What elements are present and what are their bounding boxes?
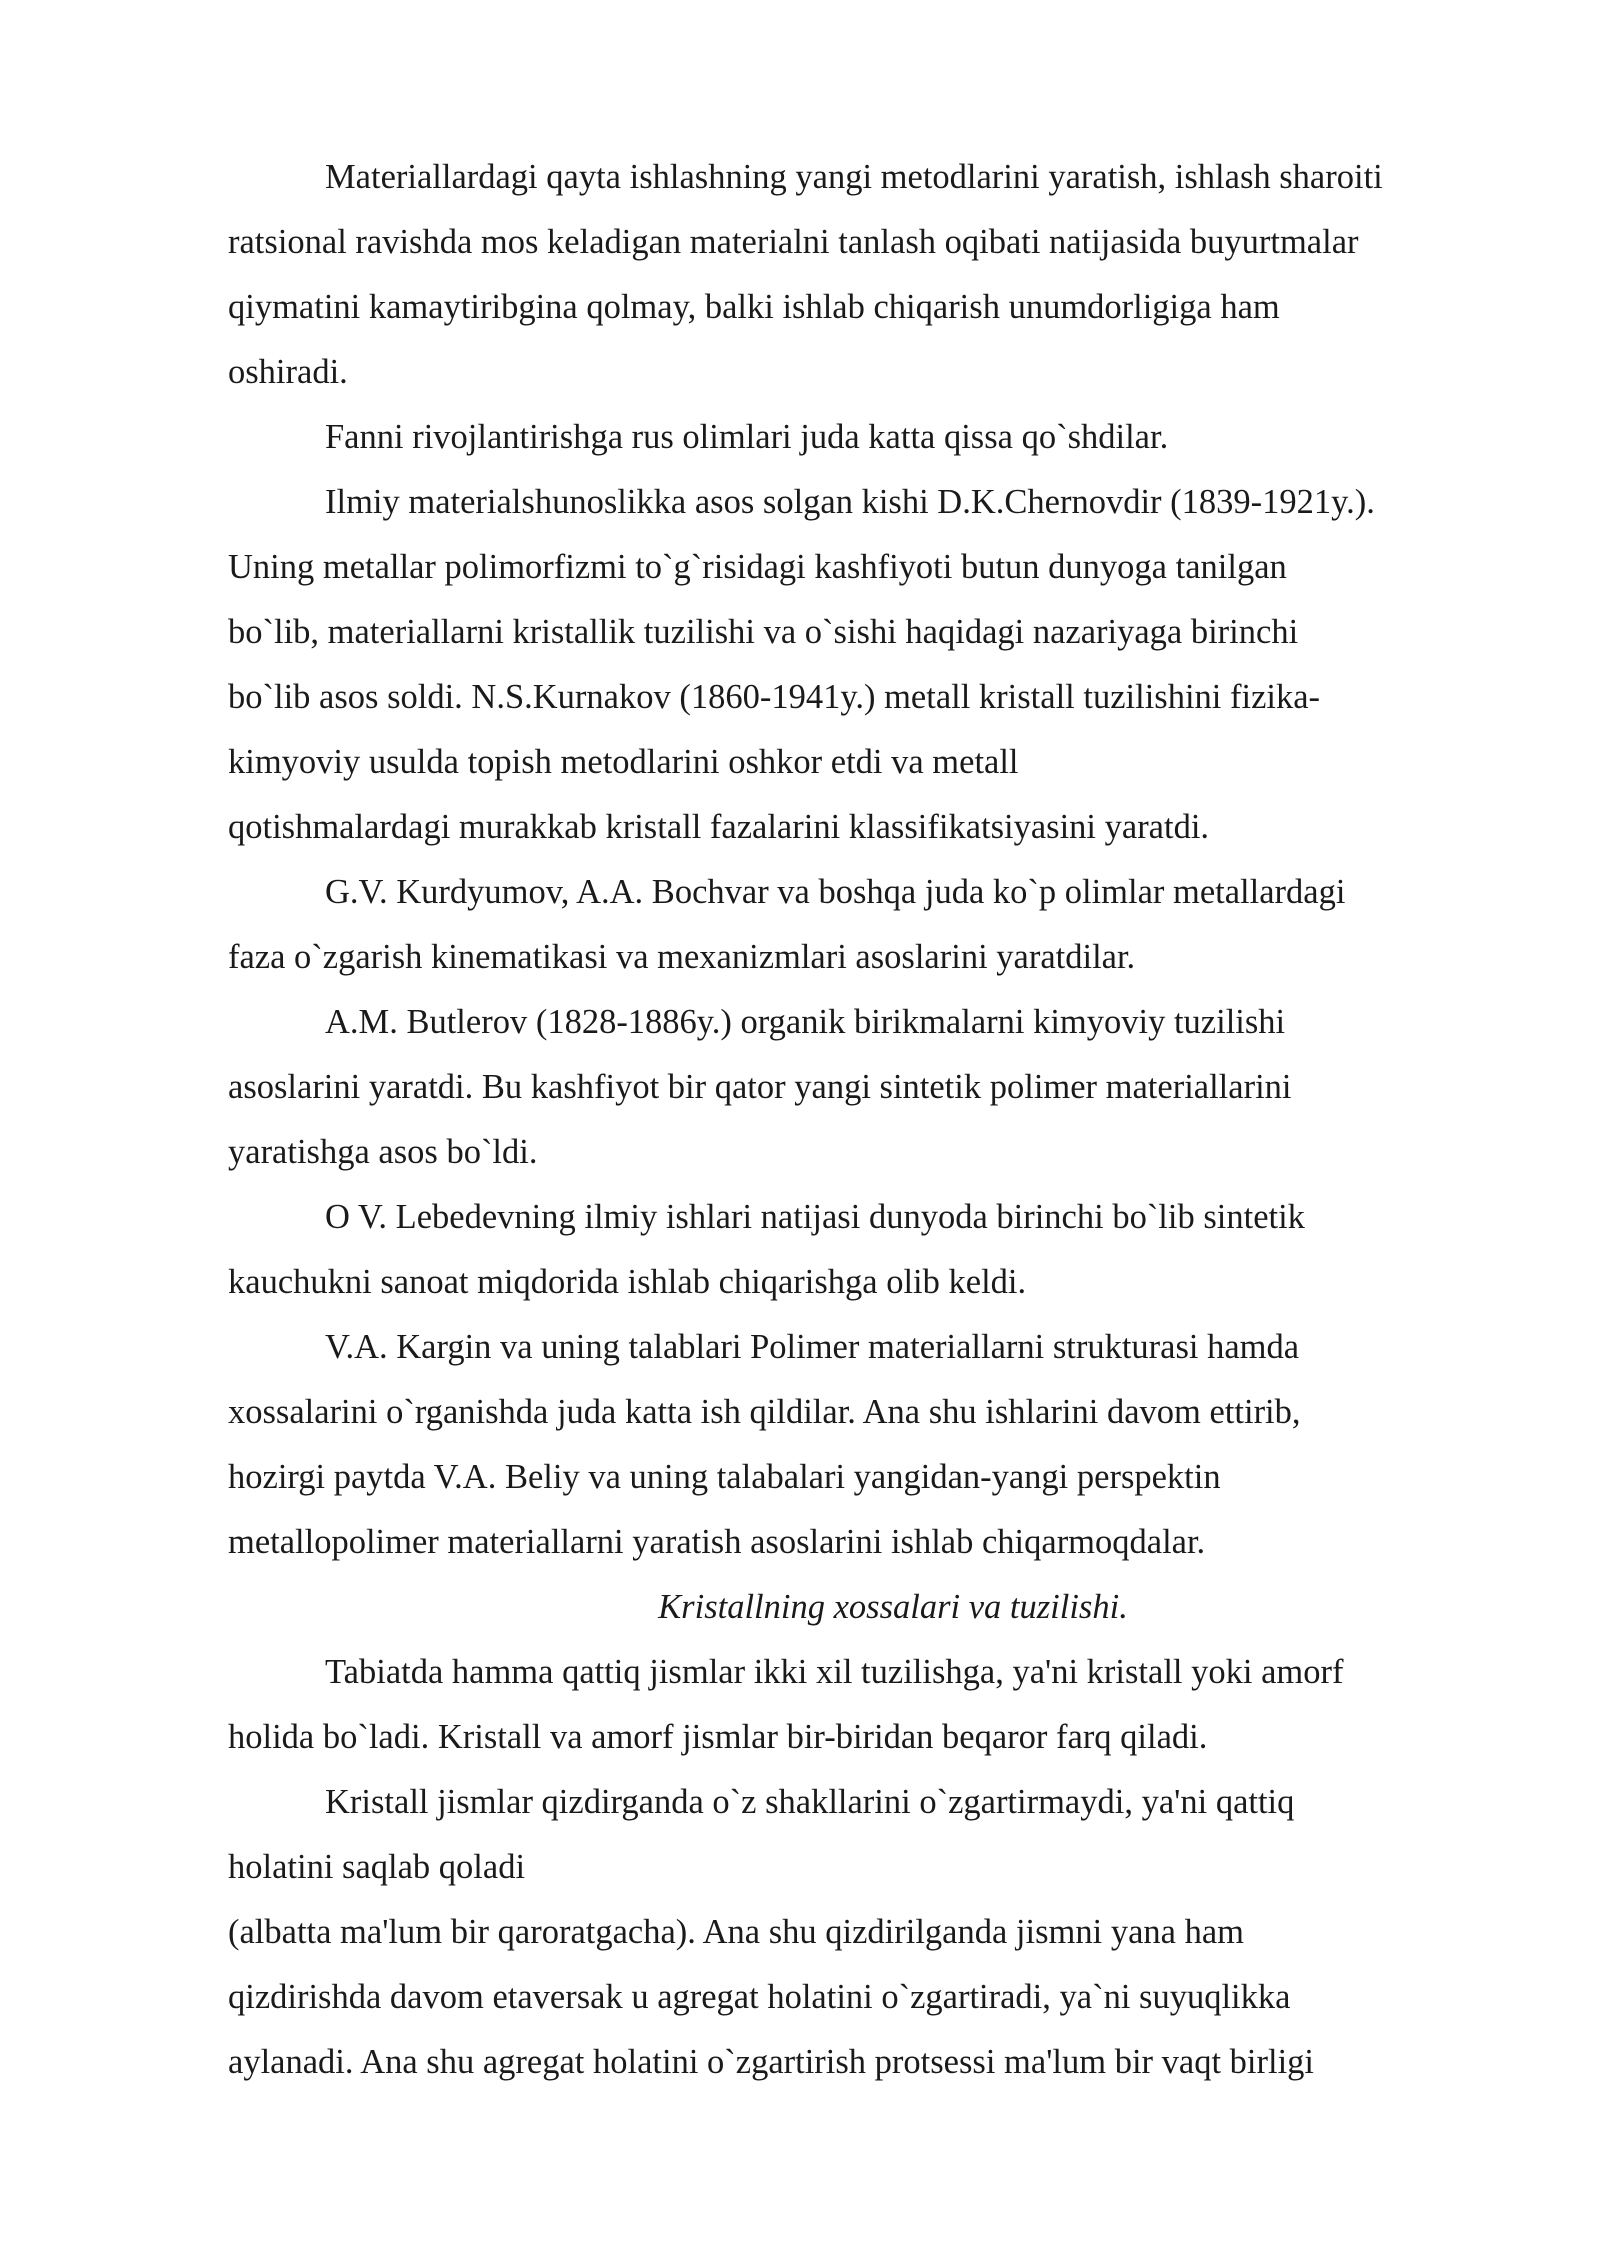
text-line: asoslarini yaratdi. Bu kashfiyot bir qator yangi sintetik polimer materiallarini: [228, 1068, 1292, 1106]
text-line: Ilmiy materialshunoslikka asos solgan kishi D.K.Chernovdir (1839-1921y.).: [325, 483, 1375, 521]
text-line: G.V. Kurdyumov, A.A. Bochvar va boshqa juda ko`p olimlar metallardagi: [325, 873, 1346, 911]
text-line: qizdirishda davom etaversak u agregat holatini o`zgartiradi, ya`ni suyuqlikka: [228, 1978, 1291, 2016]
text-line: qiymatini kamaytiribgina qolmay, balki ishlab chiqarish unumdorligiga ham: [228, 288, 1280, 326]
text-line: hozirgi paytda V.A. Beliy va uning talabalari yangidan-yangi perspektin: [228, 1458, 1221, 1496]
text-line: O V. Lebedevning ilmiy ishlari natijasi dunyoda birinchi bo`lib sintetik: [325, 1198, 1305, 1236]
text-line: yaratishga asos bo`ldi.: [228, 1133, 538, 1171]
text-line: kimyoviy usulda topish metodlarini oshkor etdi va metall: [228, 743, 1019, 781]
text-line: faza o`zgarish kinematikasi va mexanizmlari asoslarini yaratdilar.: [228, 938, 1136, 976]
text-line: Kristall jismlar qizdirganda o`z shakllarini o`zgartirmaydi, ya'ni qattiq: [325, 1783, 1295, 1821]
text-line: Tabiatda hamma qattiq jismlar ikki xil tuzilishga, ya'ni kristall yoki amorf: [325, 1653, 1344, 1691]
text-line: xossalarini o`rganishda juda katta ish qildilar. Ana shu ishlarini davom ettirib,: [228, 1393, 1301, 1431]
text-line: bo`lib, materiallarni kristallik tuzilishi va o`sishi haqidagi nazariyaga birinchi: [228, 613, 1299, 651]
text-line: kauchukni sanoat miqdorida ishlab chiqarishga olib keldi.: [228, 1263, 1027, 1301]
text-line: Fanni rivojlantirishga rus olimlari juda katta qissa qo`shdilar.: [325, 418, 1169, 456]
text-line: (albatta ma'lum bir qaroratgacha). Ana shu qizdirilganda jismni yana ham: [228, 1913, 1244, 1951]
text-line: A.M. Butlerov (1828-1886y.) organik birikmalarni kimyoviy tuzilishi: [325, 1003, 1286, 1041]
text-line: ratsional ravishda mos keladigan materialni tanlash oqibati natijasida buyurtmalar: [228, 223, 1359, 261]
text-line: holida bo`ladi. Kristall va amorf jismlar bir-biridan beqaror farq qiladi.: [228, 1718, 1208, 1756]
text-line: aylanadi. Ana shu agregat holatini o`zgartirish protsessi ma'lum bir vaqt birligi: [228, 2043, 1315, 2081]
text-line: qotishmalardagi murakkab kristall fazalarini klassifikatsiyasini yaratdi.: [228, 808, 1210, 846]
text-line: V.A. Kargin va uning talablari Polimer materiallarni strukturasi hamda: [325, 1328, 1300, 1366]
text-line: holatini saqlab qoladi: [228, 1848, 526, 1886]
text-line: Materiallardagi qayta ishlashning yangi metodlarini yaratish, ishlash sharoiti: [325, 158, 1383, 196]
text-line: bo`lib asos soldi. N.S.Kurnakov (1860-1941y.) metall kristall tuzilishini fizika-: [228, 678, 1321, 716]
section-heading: Kristallning xossalari va tuzilishi.: [658, 1588, 1128, 1626]
text-line: metallopolimer materiallarni yaratish asoslarini ishlab chiqarmoqdalar.: [228, 1523, 1206, 1561]
text-line: Uning metallar polimorfizmi to`g`risidagi kashfiyoti butun dunyoga tanilgan: [228, 548, 1287, 586]
text-line: oshiradi.: [228, 353, 348, 391]
document-body: [228, 145, 1488, 2095]
